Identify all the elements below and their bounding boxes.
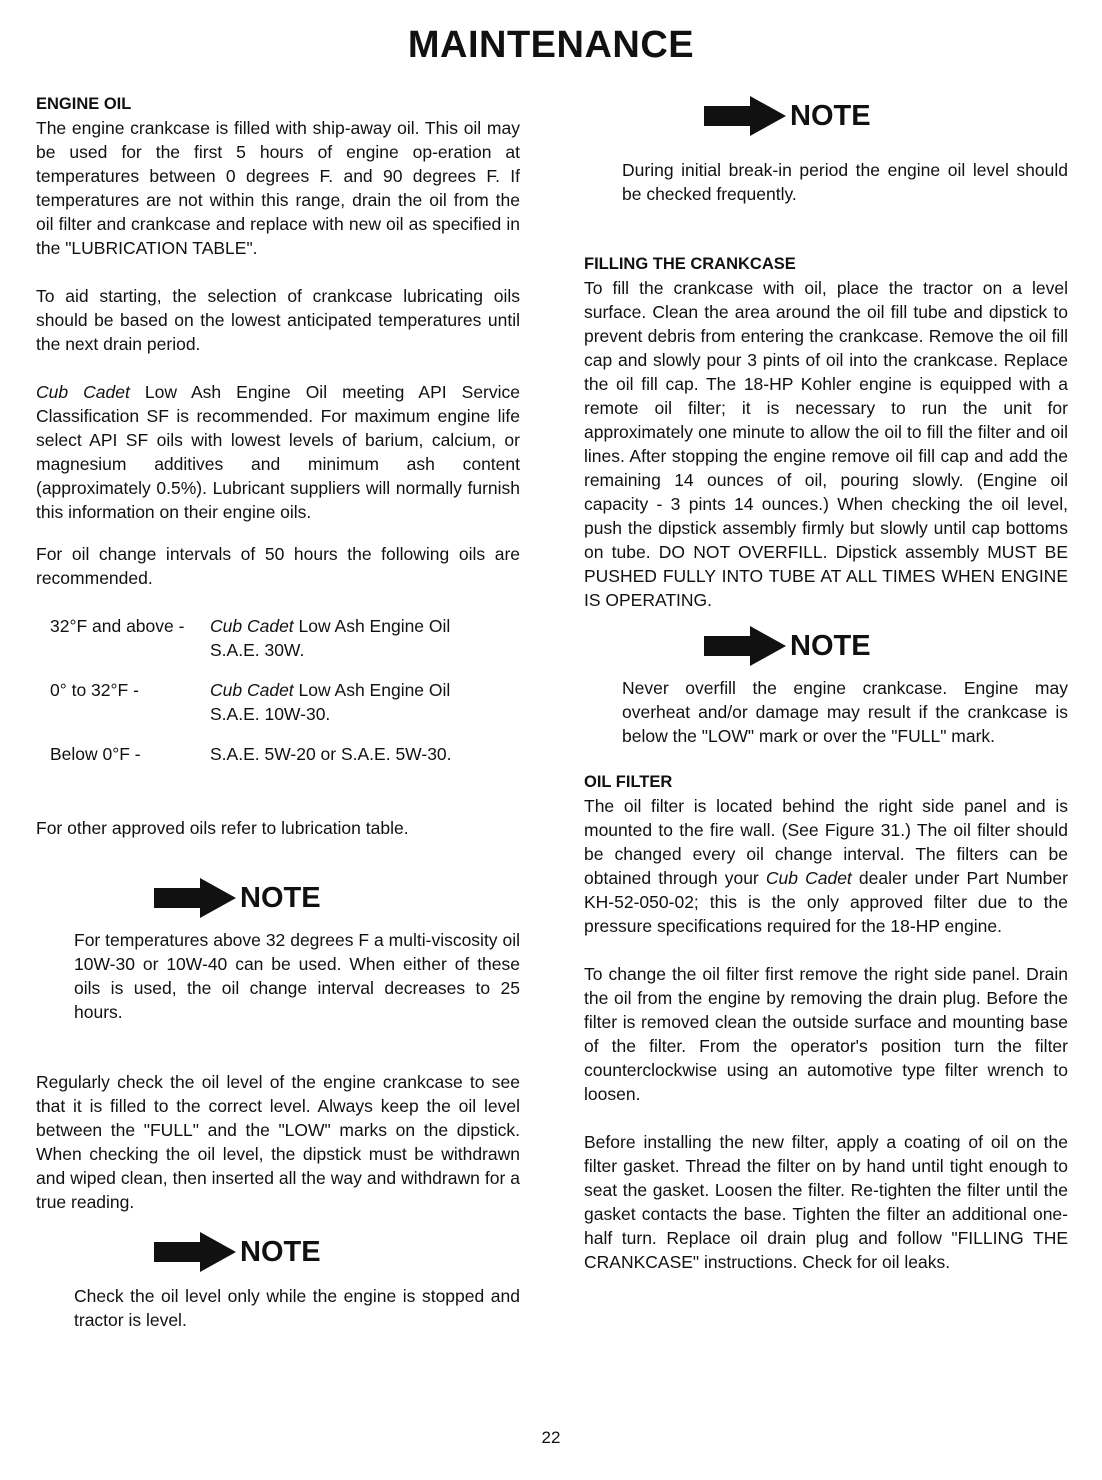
oil-recommendation-table	[50, 614, 520, 766]
page-number: 22	[541, 1428, 561, 1447]
note-label: NOTE	[790, 100, 871, 132]
other-oils-text: For other approved oils refer to lubrication table.	[36, 818, 409, 838]
check-oil-level-paragraph: Regularly check the oil level of the engine crankcase to see that it is filled to the correct level. Always keep the oil level between the "FULL" and the "LOW" marks on the dipstick. When checking the oil level, the dipstick must be withdrawn and wiped clean, then inserted all the way and withdrawn for a true reading.	[36, 1072, 520, 1212]
oil-spec: Cub Cadet Low Ash Engine Oil S.A.E. 30W.	[210, 616, 451, 660]
oil-table-row	[50, 678, 520, 726]
page-title: MAINTENANCE	[407, 24, 695, 66]
filling-crankcase-heading: FILLING THE CRANKCASE	[584, 255, 796, 273]
arrow-right-icon	[154, 1230, 238, 1274]
oil-filter-heading: OIL FILTER	[584, 773, 673, 791]
filling-crankcase-text: To fill the crankcase with oil, place the tractor on a level surface. Clean the area around the oil fill tube and dipstick to prevent debris from entering the crankcase. Remove the oil fill cap and slowly pour 3 pints of oil into the crankcase. Replace the oil fill cap. The 18-HP Kohler engine is equipped with a remote oil filter; it is necessary to run the unit for approximately one minute to allow the oil to fill the filter and oil lines. After stopping the engine remove oil fill cap and add the remaining 14 ounces of oil, pouring slowly. (Engine oil capacity - 3 pints 14 ounces.) When checking the oil level, push the dipstick assembly firmly but slowly until cap bottoms on tube. DO NOT OVERFILL. Dipstick assembly MUST BE PUSHED FULLY INTO TUBE AT ALL TIMES WHEN ENGINE IS OPERATING.	[584, 278, 1068, 610]
engine-oil-paragraph-1: The engine crankcase is filled with ship-away oil. This oil may be used for the first 5 hours of engine op-eration at temperatures between 0 degrees F. and 90 degrees F. If temperatures are not within this range, drain the oil from the oil filter and crankcase and replace with new oil as specified in the "LUBRICATION TABLE".	[36, 118, 520, 258]
oil-temp: 0° to 32°F -	[50, 680, 139, 700]
oil-temp: 32°F and above -	[50, 616, 185, 636]
oil-table-row	[50, 614, 520, 662]
left-column	[36, 92, 520, 1332]
engine-oil-paragraph-3: Cub Cadet Low Ash Engine Oil meeting API Service Classification SF is recommended. For maximum engine life select API SF oils with lowest levels of barium, calcium, or magnesium additives and minimum ash content (approximately 0.5%). Lubricant suppliers will normally furnish this information on their engine oils.	[36, 382, 520, 522]
oil-filter-paragraph-1: The oil filter is located behind the right side panel and is mounted to the fire wall. (See Figure 31.) The oil filter should be changed every oil change interval. The filters can be obtained through your Cub Cadet dealer under Part Number KH-52-050-02; this is the only approved filter due to the pressure specifications required for the 18-HP engine.	[584, 796, 1068, 936]
note-callout	[154, 1228, 520, 1276]
note-label: NOTE	[240, 1236, 321, 1268]
oil-filter-paragraph-2: To change the oil filter first remove the right side panel. Drain the oil from the engine by removing the drain plug. Before the filter is removed clean the outside surface and mounting base of the filter. From the operator's position turn the filter counterclockwise using an automotive type filter wrench to loosen.	[584, 964, 1068, 1104]
engine-oil-paragraph-2: To aid starting, the selection of crankcase lubricating oils should be based on the lowest anticipated temperatures until the next drain period.	[36, 286, 520, 354]
arrow-right-icon	[704, 624, 788, 668]
note-text: Never overfill the engine crankcase. Engine may overheat and/or damage may result if the crankcase is below the "LOW" mark or over the "FULL" mark.	[622, 678, 1068, 746]
note-callout	[154, 874, 520, 922]
oil-table-row	[50, 742, 520, 766]
brand-name: Cub Cadet	[36, 382, 130, 402]
note-text: During initial break-in period the engine oil level should be checked frequently.	[622, 160, 1068, 204]
note-callout	[704, 622, 1068, 670]
note-label: NOTE	[240, 882, 321, 914]
note-text: Check the oil level only while the engine is stopped and tractor is level.	[74, 1286, 520, 1330]
brand-name: Cub Cadet	[765, 868, 852, 888]
note-label: NOTE	[790, 630, 871, 662]
oil-filter-paragraph-3: Before installing the new filter, apply a coating of oil on the filter gasket. Thread the filter on by hand until tight enough to seat the gasket. Loosen the filter. Re-tighten the filter until the gasket contacts the base. Tighten the filter an additional one-half turn. Replace oil drain plug and follow "FILLING THE CRANKCASE" instructions. Check for oil leaks.	[584, 1132, 1068, 1272]
arrow-right-icon	[704, 94, 788, 138]
right-column	[584, 92, 1068, 1274]
engine-oil-heading: ENGINE OIL	[36, 95, 132, 113]
engine-oil-paragraph-4: For oil change intervals of 50 hours the following oils are recommended.	[36, 544, 520, 588]
oil-spec: Cub Cadet Low Ash Engine Oil S.A.E. 10W-30.	[210, 680, 451, 724]
note-callout	[704, 92, 1068, 140]
oil-spec: S.A.E. 5W-20 or S.A.E. 5W-30.	[210, 744, 452, 764]
note-text: For temperatures above 32 degrees F a multi-viscosity oil 10W-30 or 10W-40 can be used. When either of these oils is used, the oil change interval decreases to 25 hours.	[74, 930, 520, 1022]
arrow-right-icon	[154, 876, 238, 920]
oil-temp: Below 0°F -	[50, 744, 141, 764]
